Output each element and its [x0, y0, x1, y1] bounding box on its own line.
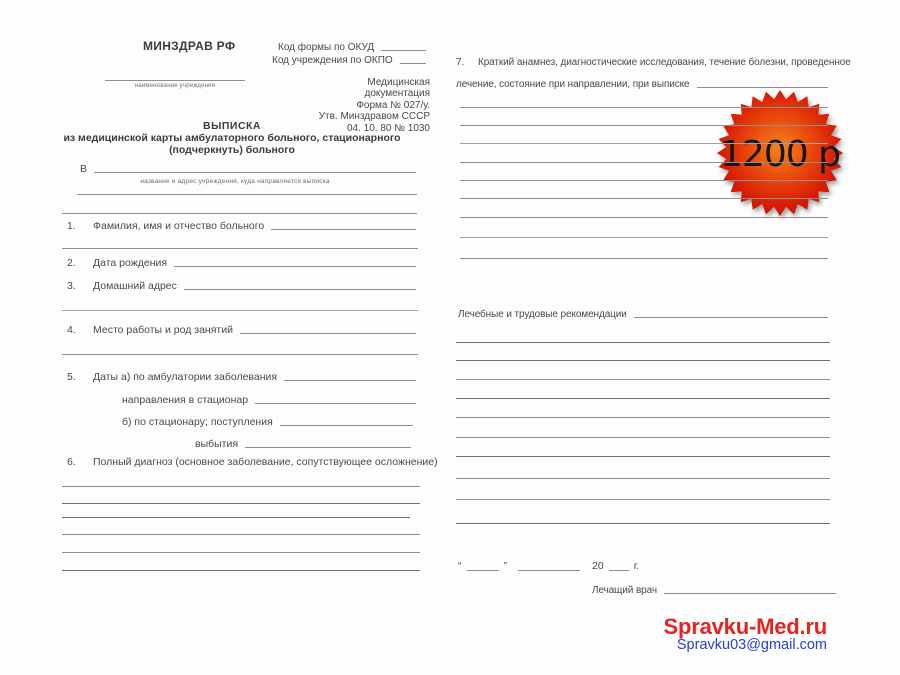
- field-label: направления в стационар: [122, 394, 249, 406]
- attending-doctor-field: [592, 585, 838, 596]
- form-subtitle-2: (подчеркнуть) больного: [169, 144, 295, 156]
- ruled-line: [456, 342, 830, 343]
- ruled-line: [456, 478, 830, 479]
- ruled-line: [460, 143, 828, 144]
- ruled-line: [62, 248, 418, 249]
- field-number: 5.: [67, 371, 76, 383]
- field-number: 1.: [67, 220, 76, 232]
- institution-caption: наименование учреждения: [134, 83, 216, 89]
- doc-info-line: Медицинская документация: [364, 77, 430, 100]
- ruled-line: [460, 180, 828, 181]
- field-number: 6.: [67, 456, 76, 468]
- ruled-line: [105, 80, 245, 81]
- watermark-email: Spravku03@gmail.com: [676, 637, 827, 654]
- field-label: выбытия: [195, 438, 239, 450]
- ruled-line: [456, 499, 830, 500]
- field-label: Место работы и род занятий: [93, 324, 233, 336]
- ruled-line: [460, 258, 828, 259]
- doc-info-line: Утв. Минздравом СССР: [318, 111, 430, 123]
- price-badge: [712, 85, 848, 221]
- ruled-line: [62, 486, 420, 487]
- watermark: [640, 615, 827, 653]
- ruled-line: [62, 213, 417, 214]
- field-label: Дата рождения: [93, 257, 168, 269]
- form-subtitle-1: из медицинской карты амбулаторного больного, стационарного: [63, 132, 401, 144]
- ruled-line: [460, 198, 828, 199]
- doc-info-line: Форма № 027/у.: [356, 99, 430, 111]
- ruled-line: [456, 456, 830, 457]
- date-day-blank: [467, 559, 499, 571]
- field-label: Лечебные и трудовые рекомендации: [458, 309, 627, 320]
- ruled-line: [456, 523, 830, 524]
- field-number: 2.: [67, 257, 76, 269]
- form-title: ВЫПИСКА: [202, 120, 262, 132]
- field-label: Краткий анамнез, диагностические исследования, течение болезни, проведенное: [478, 57, 851, 68]
- ruled-line: [62, 552, 420, 553]
- close-quote: ”: [503, 560, 507, 572]
- ruled-line: [62, 354, 418, 355]
- field-anamnesis-line1: [456, 57, 851, 68]
- date-field: [458, 559, 639, 572]
- field-label: б) по стационару; поступления: [122, 416, 273, 428]
- ruled-line: [62, 570, 420, 571]
- field-label: Даты а) по амбулатории заболевания: [93, 371, 278, 383]
- ruled-line: [460, 217, 828, 218]
- field-label: Лечащий врач: [592, 585, 657, 596]
- date-month-blank: [518, 559, 580, 571]
- ruled-line: [77, 194, 417, 195]
- destination-caption: название и адрес учреждения, куда направляется выписка: [140, 178, 330, 185]
- ruled-line: [460, 162, 828, 163]
- year-prefix: 20: [592, 560, 604, 572]
- open-quote: “: [458, 560, 462, 572]
- date-year-blank: [609, 559, 629, 571]
- ruled-line: [62, 534, 420, 535]
- field-label: Полный диагноз (основное заболевание, сопутствующее осложнение): [93, 456, 438, 468]
- blank-line: [634, 317, 828, 318]
- ruled-line: [456, 379, 830, 380]
- destination-prefix: В: [80, 163, 88, 175]
- ruled-line: [62, 310, 418, 311]
- field-label: Фамилия, имя и отчество больного: [93, 220, 265, 232]
- signature-blank-line: [664, 593, 836, 594]
- ruled-line: [456, 417, 830, 418]
- okud-label: Код формы по ОКУД: [278, 42, 375, 53]
- ruled-line: [62, 503, 420, 504]
- watermark-site: Spravku-Med.ru: [663, 614, 827, 639]
- field-number: 4.: [67, 324, 76, 336]
- field-number: 7.: [456, 57, 465, 68]
- field-recommendations: [458, 309, 830, 320]
- year-suffix: г.: [633, 560, 640, 572]
- ruled-line: [460, 237, 828, 238]
- okpo-label: Код учреждения по ОКПО: [272, 55, 393, 66]
- price-text: 1200 р: [720, 134, 840, 175]
- field-label: Домашний адрес: [93, 280, 177, 292]
- ruled-line: [460, 107, 828, 108]
- field-number: 3.: [67, 280, 76, 292]
- ministry-heading: МИНЗДРАВ РФ: [143, 39, 236, 53]
- ruled-line: [456, 437, 830, 438]
- doc-info-line: 04. 10. 80 № 1030: [346, 122, 430, 134]
- ruled-line: [456, 360, 830, 361]
- ruled-line: [460, 125, 828, 126]
- ruled-line: [62, 517, 410, 518]
- ruled-line: [456, 398, 830, 399]
- field-label: лечение, состояние при направлении, при выписке: [456, 79, 690, 90]
